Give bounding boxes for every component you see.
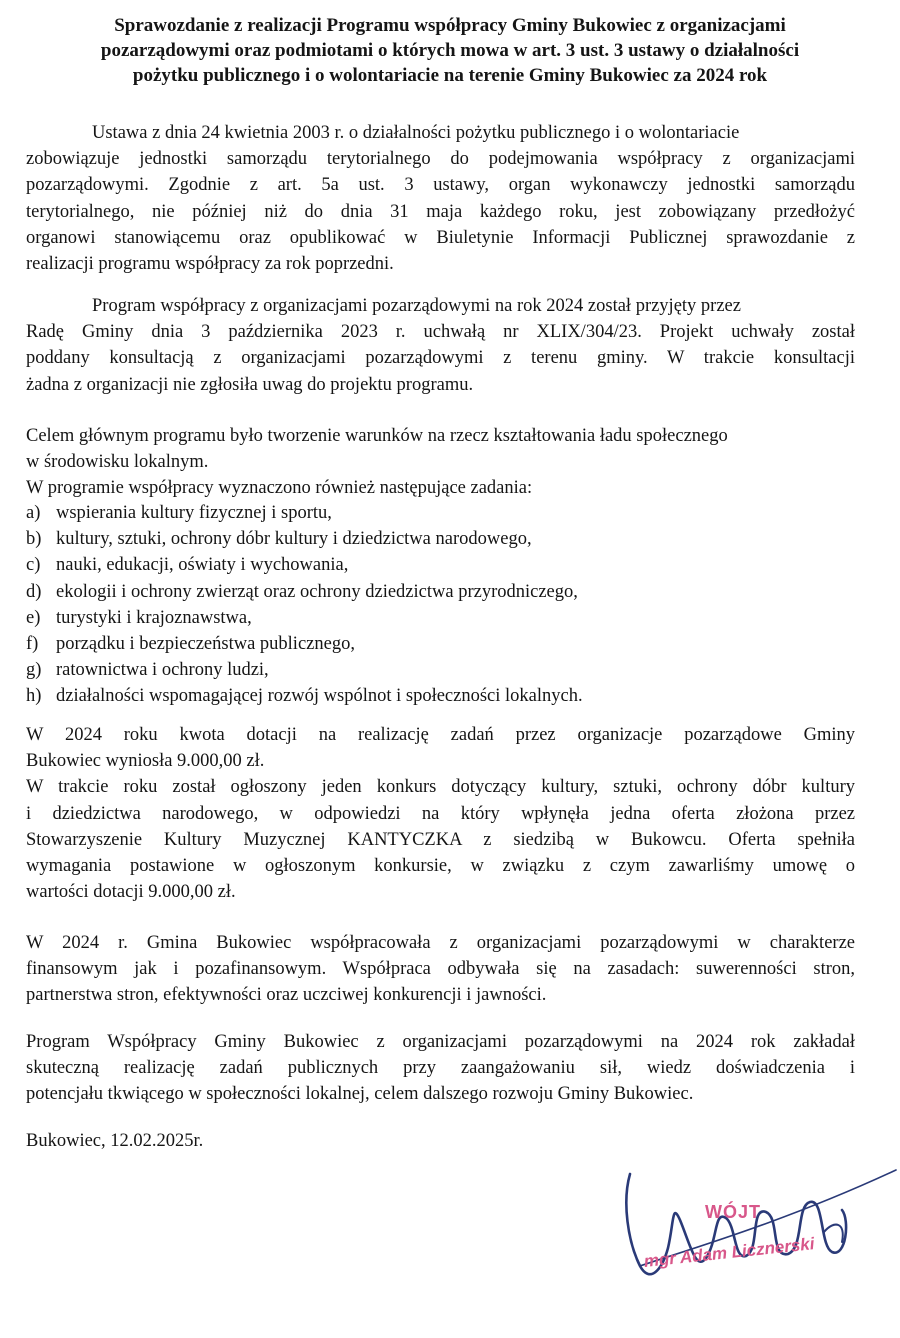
paragraph-grant-amount [26, 722, 855, 905]
list-item-text: ratownictwa i ochrony ludzi, [56, 660, 269, 681]
text-line: poddany konsultacją z organizacjami pozarządowymi z terenu gminy. W trakcie konsultacji [26, 348, 855, 369]
list-item-text: ekologii i ochrony zwierząt oraz ochrony dziedzictwa przyrodniczego, [56, 581, 578, 602]
list-item-text: działalności wspomagającej rozwój wspólnot i społeczności lokalnych. [56, 686, 583, 707]
list-item-text: kultury, sztuki, ochrony dóbr kultury i dziedzictwa narodowego, [56, 529, 532, 550]
text-line: w środowisku lokalnym. [26, 452, 209, 473]
title-line: pożytku publicznego i o wolontariacie na terenie Gminy Bukowiec za 2024 rok [132, 65, 768, 86]
list-item-label: c) [26, 555, 41, 576]
list-item [26, 552, 855, 578]
paragraph-program-goal [26, 423, 855, 502]
list-item [26, 500, 855, 526]
text-line: Program współpracy z organizacjami pozarządowymi na rok 2024 został przyjęty przez [92, 296, 741, 316]
list-item-text: turystyki i krajoznawstwa, [56, 607, 252, 628]
date-place-line: Bukowiec, 12.02.2025r. [26, 1131, 204, 1151]
list-item [26, 631, 855, 657]
list-item-text: wspierania kultury fizycznej i sportu, [56, 503, 332, 523]
text-line: Program Współpracy Gminy Bukowiec z organizacjami pozarządowymi na 2024 rok zakładał [26, 1032, 855, 1052]
document-title [0, 13, 900, 88]
list-item [26, 657, 855, 683]
text-line: zobowiązuje jednostki samorządu terytorialnego do podejmowania współpracy z organizacjami [26, 149, 855, 170]
text-line: wartości dotacji 9.000,00 zł. [26, 882, 236, 903]
text-line: Ustawa z dnia 24 kwietnia 2003 r. o działalności pożytku publicznego i o wolontariacie [92, 123, 740, 143]
paragraph-cooperation [26, 930, 855, 1009]
text-line: i dziedzictwa narodowego, w odpowiedzi na który wpłynęła jedna oferta złożona przez [26, 803, 855, 824]
list-item-text: porządku i bezpieczeństwa publicznego, [56, 634, 355, 655]
text-line: realizacji programu współpracy za rok poprzedni. [26, 254, 394, 275]
list-item-label: f) [26, 634, 39, 655]
text-line: skuteczną realizację zadań publicznych przy zaangażowaniu sił, wiedz doświadczenia i [26, 1058, 855, 1079]
list-item [26, 605, 855, 631]
list-item-label: b) [26, 529, 42, 550]
paragraph-summary [26, 1029, 855, 1108]
list-item [26, 579, 855, 605]
text-line: W 2024 roku kwota dotacji na realizację zadań przez organizacje pozarządowe Gminy [26, 725, 855, 745]
title-line: Sprawozdanie z realizacji Programu współpracy Gminy Bukowiec z organizacjami [114, 15, 786, 36]
text-line: Celem głównym programu było tworzenie warunków na rzecz kształtowania ładu społecznego [26, 426, 728, 446]
text-line: W trakcie roku został ogłoszony jeden konkurs dotyczący kultury, sztuki, ochrony dóbr kultury [26, 777, 855, 798]
stamp-title: WÓJT [705, 1202, 761, 1222]
text-line: finansowym jak i pozafinansowym. Współpraca odbywała się na zasadach: suwerenności stron, [26, 959, 855, 980]
task-list [26, 500, 855, 710]
paragraph-legal-basis [26, 120, 855, 277]
text-line: Radę Gminy dnia 3 października 2023 r. uchwałą nr XLIX/304/23. Projekt uchwały został [26, 322, 855, 343]
text-line: organowi stanowiącemu oraz opublikować w Biuletynie Informacji Publicznej sprawozdanie z [26, 227, 855, 248]
list-item [26, 683, 855, 709]
text-line: Bukowiec wyniosła 9.000,00 zł. [26, 751, 265, 772]
list-item-label: a) [26, 503, 41, 523]
list-item-label: h) [26, 686, 42, 707]
paragraph-program-adoption [26, 293, 855, 398]
list-item-label: d) [26, 581, 42, 602]
text-line: żadna z organizacji nie zgłosiła uwag do projektu programu. [26, 374, 474, 395]
list-item-label: e) [26, 607, 41, 628]
title-line: pozarządowymi oraz podmiotami o których mowa w art. 3 ust. 3 ustawy o działalności [100, 40, 800, 61]
handwritten-signature-icon [610, 1162, 900, 1312]
stamp-name: mgr Adam Licznerski [642, 1234, 816, 1271]
list-item-text: nauki, edukacji, oświaty i wychowania, [56, 555, 349, 576]
text-line: W 2024 r. Gmina Bukowiec współpracowała z organizacjami pozarządowymi w charakterze [26, 933, 855, 953]
text-line: terytorialnego, nie później niż do dnia 31 maja każdego roku, jest zobowiązany przedłożyć [26, 201, 855, 222]
list-item-label: g) [26, 660, 42, 681]
text-line: potencjału tkwiącego w społeczności lokalnej, celem dalszego rozwoju Gminy Bukowiec. [26, 1084, 694, 1105]
text-line: W programie współpracy wyznaczono również następujące zadania: [26, 478, 533, 499]
text-line: Stowarzyszenie Kultury Muzycznej KANTYCZKA z siedzibą w Bukowcu. Oferta spełniła [26, 829, 855, 850]
text-line: pozarządowymi. Zgodnie z art. 5a ust. 3 ustawy, organ wykonawczy jednostki samorządu [26, 175, 855, 196]
text-line: wymagania postawione w ogłoszonym konkursie, w związku z czym zawarliśmy umowę o [26, 856, 855, 877]
list-item [26, 526, 855, 552]
text-line: partnerstwa stron, efektywności oraz uczciwej konkurencji i jawności. [26, 985, 547, 1006]
